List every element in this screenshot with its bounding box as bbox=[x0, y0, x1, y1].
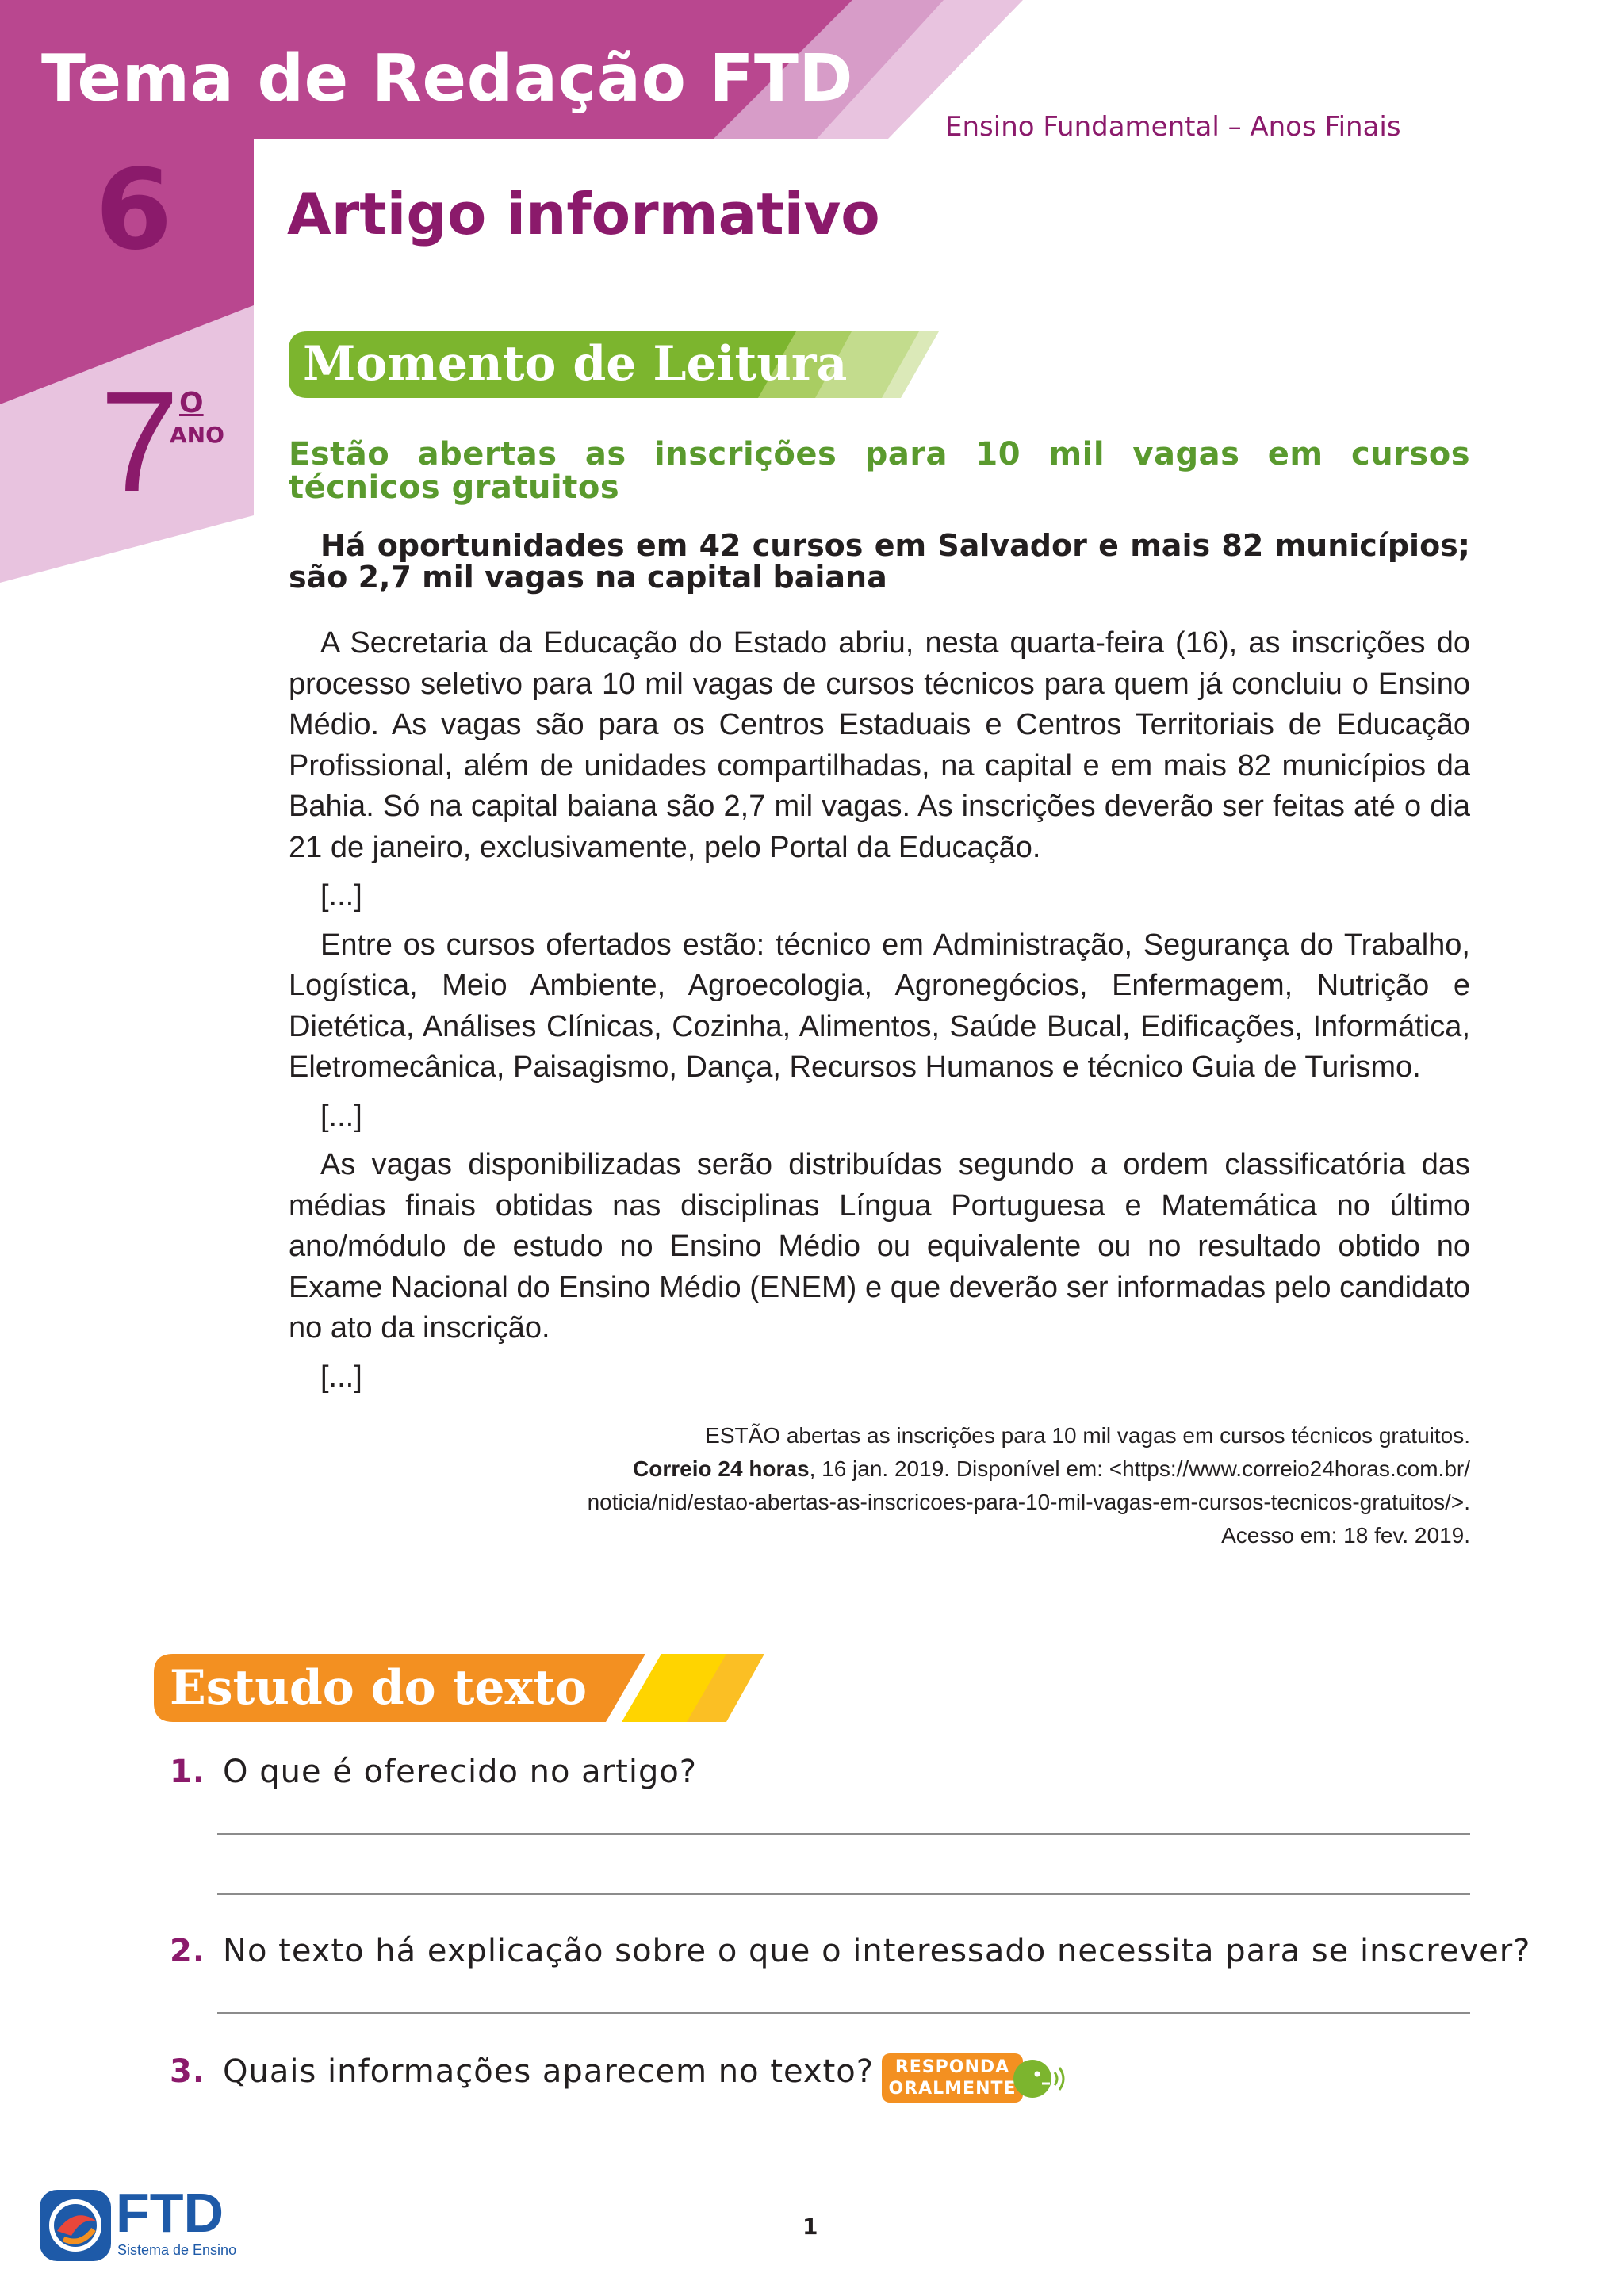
source-line-2 bbox=[317, 1452, 1470, 1486]
source-line-1: ESTÃO abertas as inscrições para 10 mil vagas em cursos técnicos gratuitos. bbox=[705, 1423, 1470, 1448]
ellipsis-marker: [...] bbox=[320, 1099, 362, 1133]
ellipsis-marker: [...] bbox=[320, 1360, 362, 1394]
document-title: Tema de Redação FTD bbox=[41, 41, 853, 117]
article-body bbox=[289, 623, 1470, 1406]
question-2 bbox=[170, 1933, 1530, 1969]
article-paragraph: Entre os cursos ofertados estão: técnico em Administração, Segurança do Trabalho, Logística, Meio Ambiente, Agroecologia, Agronegócios, Enfermagem, Nutrição e Dietética, Análises Clínicas, Cozinha, Alimentos, Saúde Bucal, Edificações, Informática, Eletromecânica, Paisagismo, Dança, Recursos Humanos e técnico Guia de Turismo. bbox=[289, 928, 1470, 1084]
speaking-head-icon bbox=[1007, 2055, 1067, 2103]
volume-number: 6 bbox=[95, 146, 173, 275]
article-paragraph: A Secretaria da Educação do Estado abriu, nesta quarta-feira (16), as inscrições do processo seletivo para 10 mil vagas de cursos técnicos para quem já concluiu o Ensino Médio. As vagas são para os Centros Estaduais e Centros Territoriais de Educação Profissional, além de unidades compartilhadas, na capital e em mais 82 municípios da Bahia. Só na capital baiana são 2,7 mil vagas. As inscrições deverão ser feitas até o dia 21 de janeiro, exclusivamente, pelo Portal da Educação. bbox=[289, 626, 1470, 864]
source-citation bbox=[317, 1419, 1470, 1552]
question-text: No texto há explicação sobre o que o interessado necessita para se inscrever? bbox=[223, 1933, 1531, 1969]
question-text: Quais informações aparecem no texto? bbox=[223, 2053, 874, 2090]
respond-orally-line-2: ORALMENTE bbox=[888, 2079, 1017, 2099]
genre-title: Artigo informativo bbox=[287, 181, 880, 247]
question-number: 3. bbox=[170, 2053, 206, 2090]
grade-word: ANO bbox=[170, 422, 224, 448]
source-line-3: noticia/nid/estao-abertas-as-inscricoes-para-10-mil-vagas-em-cursos-tecnicos-gratuitos/>. bbox=[587, 1490, 1470, 1514]
ellipsis-marker: [...] bbox=[320, 879, 362, 913]
ftd-logo-icon bbox=[40, 2190, 111, 2261]
source-line-4: Acesso em: 18 fev. 2019. bbox=[1221, 1523, 1470, 1548]
question-text: O que é oferecido no artigo? bbox=[223, 1754, 698, 1790]
ftd-logo-text: FTD bbox=[116, 2182, 224, 2244]
question-number: 1. bbox=[170, 1754, 206, 1790]
ftd-logo-subtitle: Sistema de Ensino bbox=[117, 2242, 237, 2258]
article-paragraph: As vagas disponibilizadas serão distribuídas segundo a ordem classificatória das médias finais obtidas nas disciplinas Língua Portuguesa e Matemática no último ano/módulo de estudo no Ensino Médio ou equivalente ou no resultado obtido no Exame Nacional do Ensino Médio (ENEM) e que deverão ser informadas pelo candidato no ato da inscrição. bbox=[289, 1148, 1470, 1345]
source-publication: Correio 24 horas bbox=[633, 1456, 810, 1481]
question-1 bbox=[170, 1754, 697, 1790]
respond-orally-line-1: RESPONDA bbox=[894, 2057, 1010, 2077]
article-title: Estão abertas as inscrições para 10 mil vagas em cursos técnicos gratuitos bbox=[289, 436, 1470, 506]
source-line-2-rest: , 16 jan. 2019. Disponível em: <https://www.correio24horas.com.br/ bbox=[809, 1456, 1470, 1481]
study-section-label: Estudo do texto bbox=[170, 1660, 587, 1716]
question-3 bbox=[170, 2053, 874, 2090]
school-level: Ensino Fundamental – Anos Finais bbox=[945, 111, 1401, 143]
grade-ordinal: O bbox=[179, 387, 204, 419]
page-number: 1 bbox=[802, 2214, 818, 2240]
answer-line[interactable] bbox=[217, 1833, 1470, 1835]
reading-section-label: Momento de Leitura bbox=[303, 336, 848, 392]
respond-orally-label bbox=[882, 2057, 1023, 2099]
answer-line[interactable] bbox=[217, 1893, 1470, 1895]
grade-number: 7 bbox=[100, 362, 180, 522]
article-subtitle: Há oportunidades em 42 cursos em Salvador e mais 82 municípios; são 2,7 mil vagas na capital baiana bbox=[289, 528, 1470, 595]
answer-line[interactable] bbox=[217, 2012, 1470, 2014]
question-number: 2. bbox=[170, 1933, 206, 1969]
